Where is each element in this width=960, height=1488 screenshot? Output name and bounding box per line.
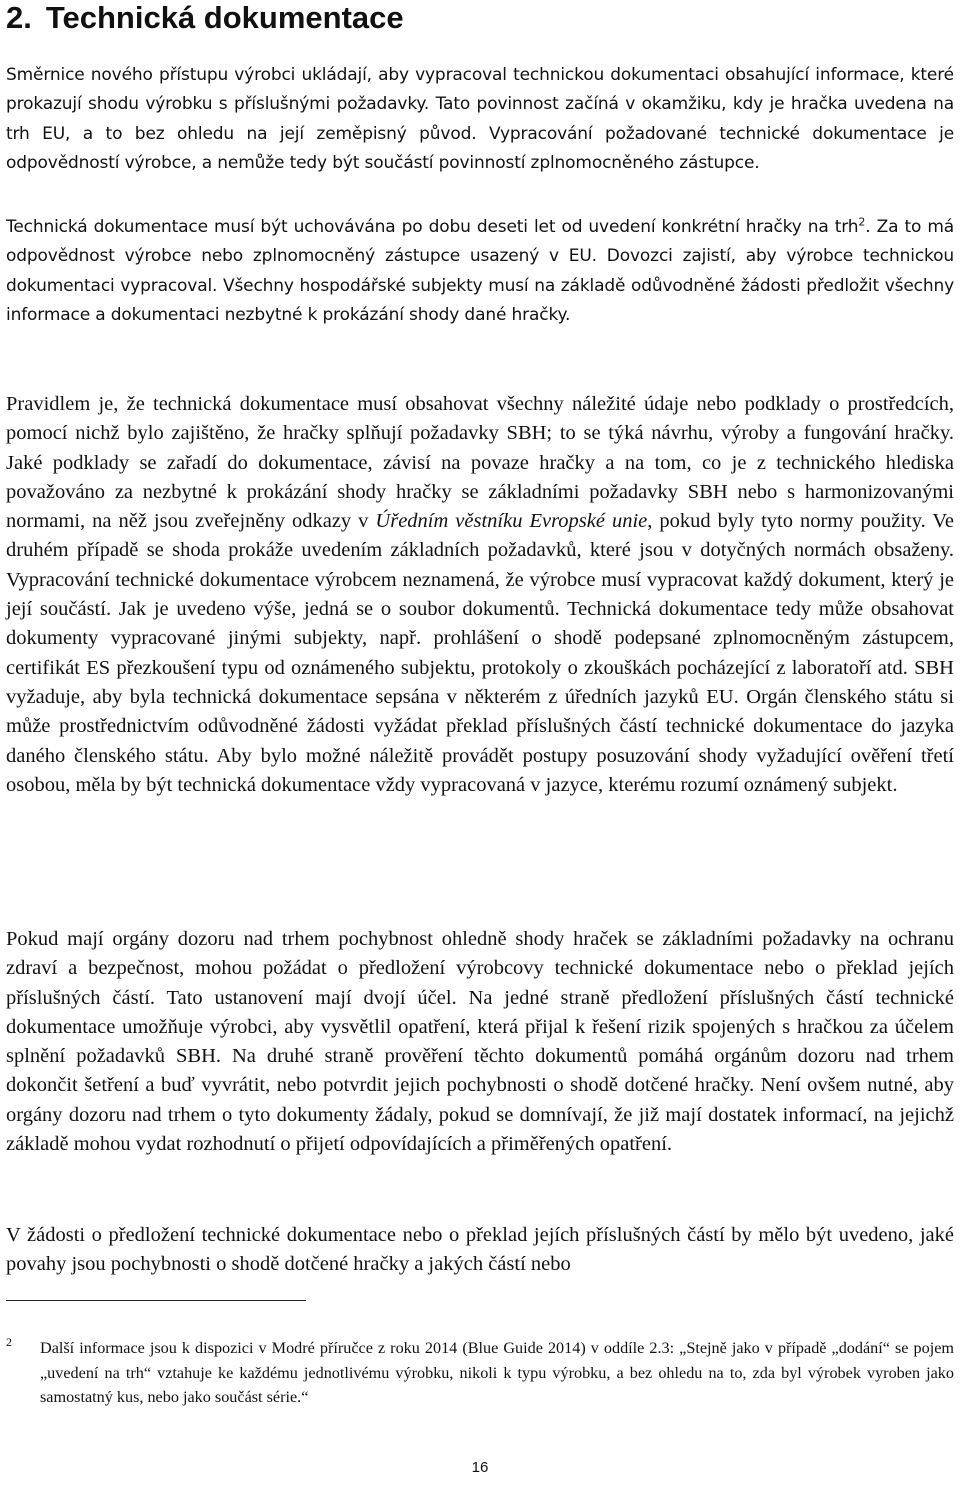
paragraph-content-rules bbox=[6, 390, 954, 800]
footnote-reference[interactable]: 2 bbox=[858, 215, 866, 229]
paragraph-text: Technická dokumentace musí být uchovávána po dobu deseti let od uvedení konkrétní hračky na trh bbox=[6, 217, 859, 237]
paragraph-text: , pokud byly tyto normy použity. Ve druhém případě se shoda prokáže uvedením základních požadavků, které jsou v dotyčných normách obsaženy. Vypracování technické dokumentace výrobcem neznamená, že výrobce musí vypracovat každý dokument, který je její součástí. Jak je uvedeno výše, jedná se o soubor dokumentů. Technická dokumentace tedy může obsahovat dokumenty vypracované jinými subjekty, např. prohlášení o shodě podepsané zplnomocněným zástupcem, certifikát ES přezkoušení typu od oznámeného subjektu, protokoly o zkouškách pocházející z laboratoří atd. SBH vyžaduje, aby byla technická dokumentace sepsána v některém z úředních jazyků EU. Orgán členského státu si může prostřednictvím odůvodněné žádosti vyžádat překlad příslušných částí technické dokumentace do jazyka daného členského státu. Aby bylo možné náležitě provádět postupy posuzování shody vyžadující ověření třetí osobou, měla by být technická dokumentace vždy vypracovaná v jazyce, kterému rozumí oznámený subjekt. bbox=[6, 510, 954, 796]
section-heading bbox=[6, 0, 404, 36]
paragraph-request bbox=[6, 1221, 954, 1280]
section-title: Technická dokumentace bbox=[45, 0, 404, 35]
journal-title: Úředním věstníku Evropské unie bbox=[375, 510, 648, 533]
footnote-mark: 2 bbox=[6, 1335, 12, 1349]
footnote-text: Další informace jsou k dispozici v Modré příručce z roku 2014 (Blue Guide 2014) v oddíle 2.3: „Stejně jako v případě „dodání“ se pojem „uvedení na trh“ vztahuje ke každému jednotlivému výrobku, nikoli k typu výrobku, a bez ohledu na to, zda byl výrobek vyroben jako samostatný kus, nebo jako součást série.“ bbox=[40, 1339, 954, 1406]
paragraph-retention bbox=[6, 213, 954, 330]
paragraph-text: Směrnice nového přístupu výrobci ukládají, aby vypracoval technickou dokumentaci obsahující informace, které prokazují shodu výrobku s příslušnými požadavky. Tato povinnost začíná v okamžiku, kdy je hračka uvedena na trh EU, a to bez ohledu na její zeměpisný původ. Vypracování požadované technické dokumentace je odpovědností výrobce, a nemůže tedy být součástí povinností zplnomocněného zástupce. bbox=[6, 65, 954, 173]
paragraph-market-surveillance bbox=[6, 925, 954, 1159]
footnote bbox=[6, 1336, 954, 1410]
paragraph-text: Pravidlem je, že technická dokumentace musí obsahovat všechny náležité údaje nebo podklady o prostředcích, pomocí nichž bylo zajištěno, že hračky splňují požadavky SBH; to se týká návrhu, výroby a fungování hračky. Jaké podklady se zařadí do dokumentace, závisí na povaze hračky a na tom, co je z technického hlediska považováno za nezbytné k prokázání shody hračky se základními požadavky SBH nebo s harmonizovanými normami, na něž jsou zveřejněny odkazy v bbox=[6, 393, 954, 533]
page-number: 16 bbox=[471, 1459, 489, 1476]
section-number: 2. bbox=[6, 0, 32, 35]
footnote-separator bbox=[6, 1300, 306, 1301]
paragraph-manufacturer-obligation bbox=[6, 61, 954, 178]
paragraph-text: V žádosti o předložení technické dokumentace nebo o překlad jejích příslušných částí by mělo být uvedeno, jaké povahy jsou pochybnosti o shodě dotčené hračky a jakých částí nebo bbox=[6, 1224, 954, 1276]
paragraph-text: . Za to má odpovědnost výrobce nebo zplnomocněný zástupce usazený v EU. Dovozci zajistí, aby výrobce technickou dokumentaci vypracoval. Všechny hospodářské subjekty musí na základě odůvodněné žádosti předložit všechny informace a dokumentaci nezbytné k prokázání shody dané hračky. bbox=[6, 217, 954, 325]
paragraph-text: Pokud mají orgány dozoru nad trhem pochybnost ohledně shody hraček se základními požadavky na ochranu zdraví a bezpečnost, mohou požádat o předložení výrobcovy technické dokumentace nebo o překlad jejích příslušných částí. Tato ustanovení mají dvojí účel. Na jedné straně předložení příslušných částí technické dokumentace umožňuje výrobci, aby vysvětlil opatření, která přijal k řešení rizik spojených s hračkou za účelem splnění požadavků SBH. Na druhé straně prověření těchto dokumentů pomáhá orgánům dozoru nad trhem dokončit šetření a buď vyvrátit, nebo potvrdit jejich pochybnosti o shodě dotčené hračky. Není ovšem nutné, aby orgány dozoru nad trhem o tyto dokumenty žádaly, pokud se domnívají, že již mají dostatek informací, na jejichž základě mohou vydat rozhodnutí o přijetí odpovídajících a přiměřených opatření. bbox=[6, 928, 954, 1156]
